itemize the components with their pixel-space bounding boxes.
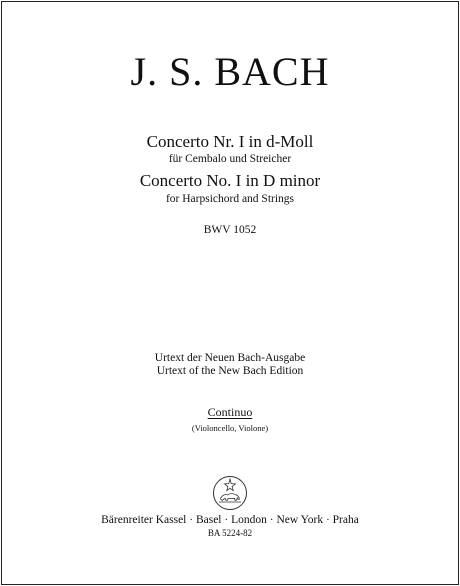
baerenreiter-logo-icon — [212, 475, 248, 511]
subtitle-german: für Cembalo und Streicher — [168, 153, 292, 165]
edition-english: Urtext of the New Bach Edition — [156, 365, 304, 377]
edition-german: Urtext der Neuen Bach-Ausgabe — [154, 352, 306, 364]
publisher-line: Bärenreiter Kassel · Basel · London · New York · Praha — [101, 514, 359, 526]
part-detail: (Violoncello, Violone) — [191, 423, 269, 433]
title-german: Concerto Nr. I in d-Moll — [146, 132, 314, 151]
composer-name: J. S. BACH — [130, 49, 330, 94]
publisher-number: BA 5224-82 — [207, 528, 253, 538]
part-name: Continuo — [207, 405, 253, 419]
subtitle-english: for Harpsichord and Strings — [165, 193, 295, 205]
title-english: Concerto No. I in D minor — [139, 171, 321, 190]
catalog-number: BWV 1052 — [203, 224, 257, 236]
